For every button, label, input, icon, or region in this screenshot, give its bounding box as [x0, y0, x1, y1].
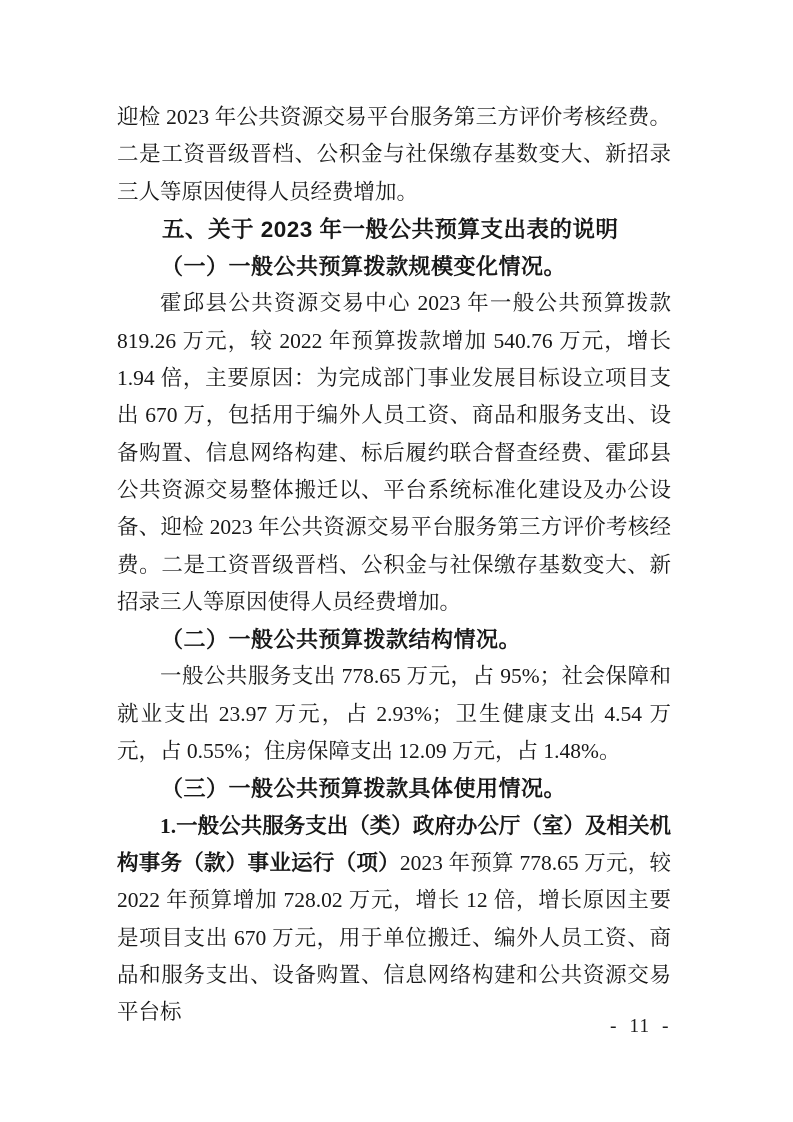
item-1-paragraph	[117, 808, 671, 1032]
section-5-heading: 五、关于 2023 年一般公共预算支出表的说明	[162, 216, 619, 242]
subsection-2-heading: （二）一般公共预算拨款结构情况。	[161, 627, 522, 653]
document-body	[117, 99, 671, 1031]
subsection-3-heading: （三）一般公共预算拨款具体使用情况。	[161, 776, 567, 802]
subsection-2-paragraph: 一般公共服务支出 778.65 万元，占 95%；社会保障和就业支出 23.97 万元，占 2.93%；卫生健康支出 4.54 万元，占 0.55%；住房保障支出 12.09 万元，占 1.48%。	[117, 664, 671, 764]
subsection-1-heading: （一）一般公共预算拨款规模变化情况。	[161, 254, 567, 280]
subsection-1-paragraph: 霍邱县公共资源交易中心 2023 年一般公共预算拨款 819.26 万元，较 2022 年预算拨款增加 540.76 万元，增长 1.94 倍，主要原因：为完成部门事业发展目标设立项目支出 670 万，包括用于编外人员工资、商品和服务支出、设备购置、信息网络构建、标后履约联合督查经费、霍邱县公共资源交易整体搬迁以、平台系统标准化建设及办公设备、迎检 2023 年公共资源交易平台服务第三方评价考核经费。二是工资晋级晋档、公积金与社保缴存基数变大、新招录三人等原因使得人员经费增加。	[117, 291, 671, 614]
item-1-lead-text: 1.一般公共服务支出（类）政府办公厅（室）及相关机构事务（款）事业运行（项）	[117, 813, 671, 875]
page-number: - 11 -	[610, 1016, 670, 1037]
item-1-body-text: 2023 年预算 778.65 万元，较 2022 年预算增加 728.02 万元，增长 12 倍，增长原因主要是项目支出 670 万元，用于单位搬迁、编外人员工资、商品和服务支出、设备购置、信息网络构建和公共资源交易平台标	[117, 850, 671, 1025]
continuation-paragraph: 迎检 2023 年公共资源交易平台服务第三方评价考核经费。二是工资晋级晋档、公积金与社保缴存基数变大、新招录三人等原因使得人员经费增加。	[117, 105, 671, 204]
